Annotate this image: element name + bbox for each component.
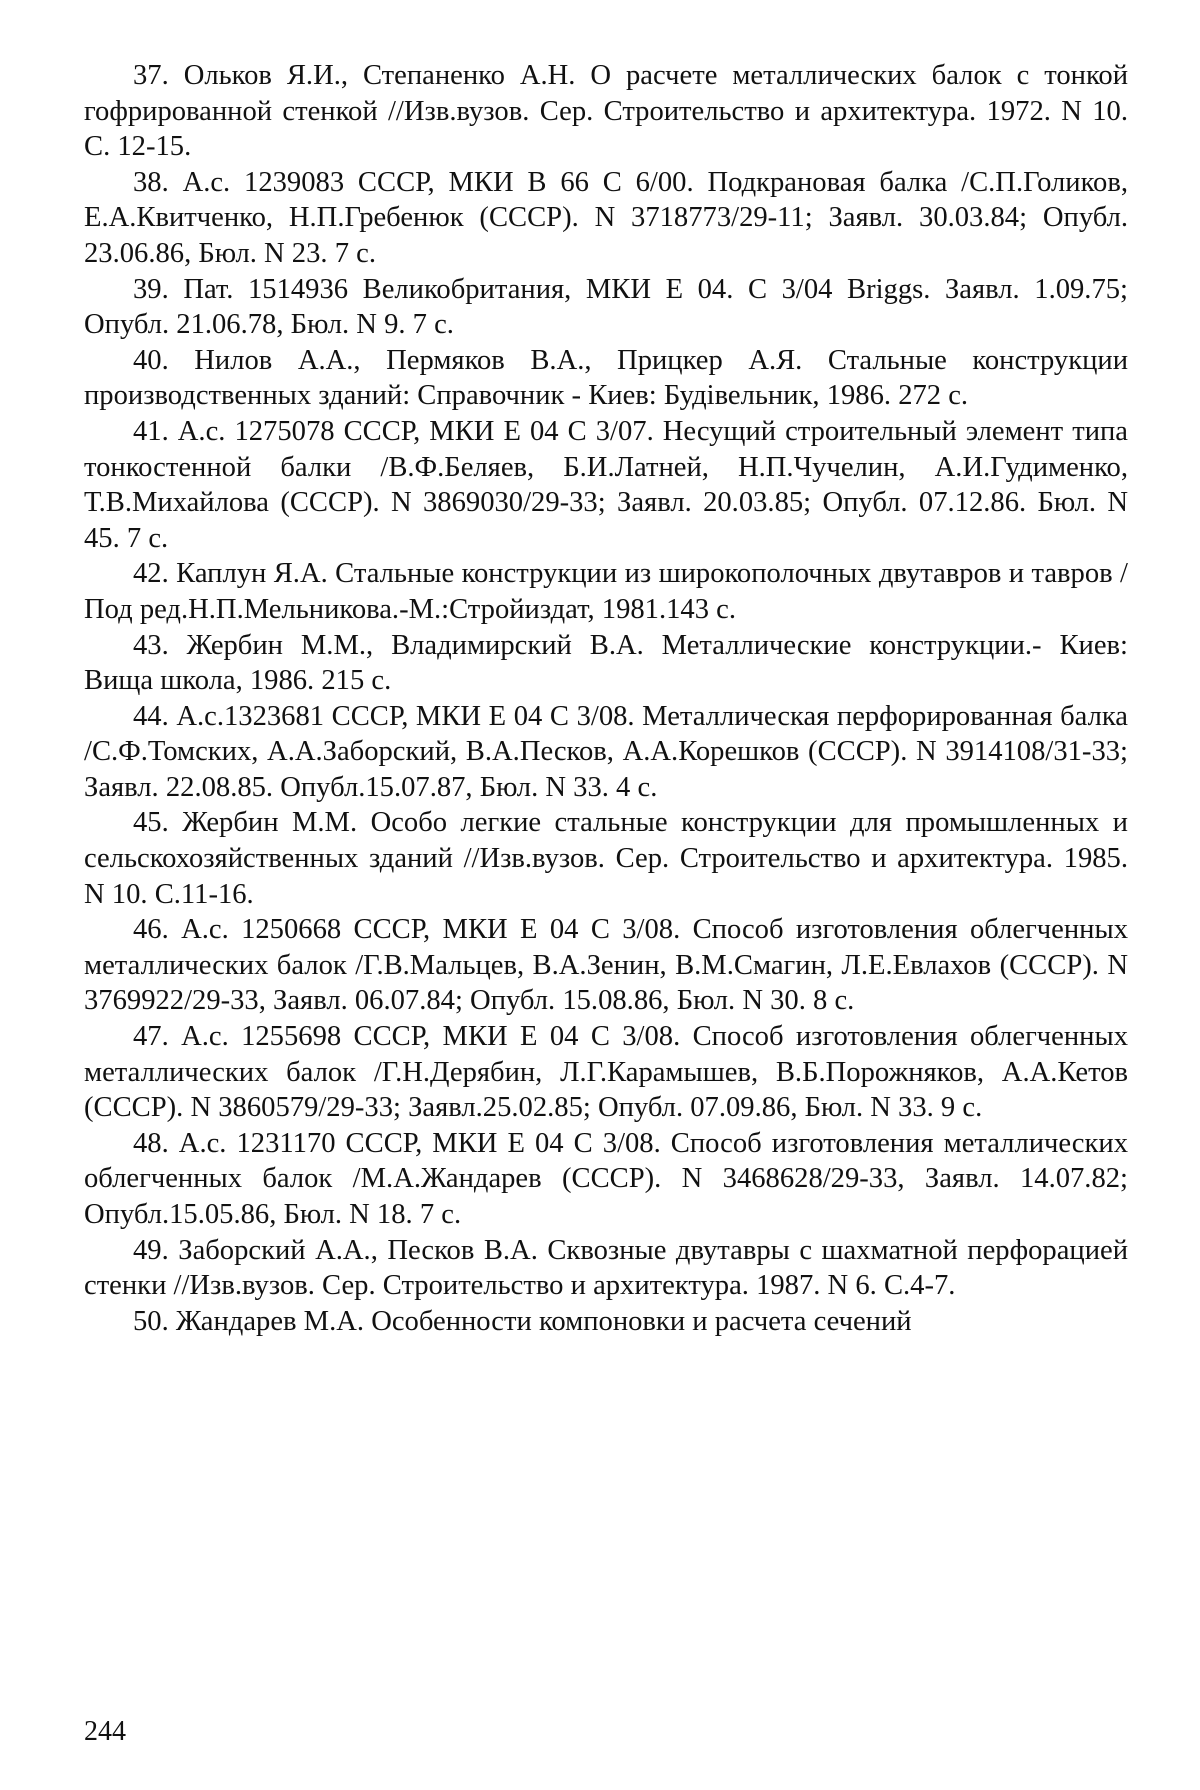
reference-entry-42: 42. Каплун Я.А. Стальные конструкции из широкополочных двутавров и тавров /Под ред.Н.П.Мельникова.-М.:Стройиздат, 1981.143 с. — [84, 558, 1128, 625]
page-number: 244 — [84, 1716, 126, 1747]
reference-entry-37: 37. Ольков Я.И., Степаненко А.Н. О расчете металлических балок с тонкой гофрированной стенкой //Изв.вузов. Сер. Строительство и архитектура. 1972. N 10. С. 12-15. — [84, 60, 1128, 163]
reference-entry-38: 38. А.с. 1239083 СССР, МКИ В 66 С 6/00. Подкрановая балка /С.П.Голиков, Е.А.Квитченко, Н.П.Гребенюк (СССР). N 3718773/29-11; Заявл. 30.03.84; Опубл. 23.06.86, Бюл. N 23. 7 с. — [84, 166, 1128, 269]
reference-entry-50: 50. Жандарев М.А. Особенности компоновки и расчета сечений — [133, 1305, 912, 1337]
reference-entry-49: 49. Заборский А.А., Песков В.А. Сквозные двутавры с шахматной перфорацией стенки //Изв.вузов. Сер. Строительство и архитектура. 1987. N 6. С.4-7. — [84, 1234, 1128, 1302]
reference-entry-44: 44. А.с.1323681 СССР, МКИ Е 04 С 3/08. Металлическая перфорированная балка /С.Ф.Томских, А.А.Заборский, В.А.Песков, А.А.Корешков (СССР). N 3914108/31-33; Заявл. 22.08.85. Опубл.15.07.87, Бюл. N 33. 4 с. — [84, 700, 1128, 803]
reference-entry-43: 43. Жербин М.М., Владимирский В.А. Металлические конструкции.- Киев: Вища школа, 1986. 215 с. — [84, 629, 1128, 697]
bibliography-page — [84, 58, 1128, 1339]
reference-entry-39: 39. Пат. 1514936 Великобритания, МКИ Е 04. С 3/04 Briggs. Заявл. 1.09.75; Опубл. 21.06.78, Бюл. N 9. 7 с. — [84, 273, 1128, 341]
reference-entry-48: 48. А.с. 1231170 СССР, МКИ Е 04 С 3/08. Способ изготовления металлических облегченных балок /М.А.Жандарев (СССР). N 3468628/29-33, Заявл. 14.07.82; Опубл.15.05.86, Бюл. N 18. 7 с. — [84, 1127, 1128, 1230]
reference-entry-47: 47. А.с. 1255698 СССР, МКИ Е 04 С 3/08. Способ изготовления облегченных металлических балок /Г.Н.Дерябин, Л.Г.Карамышев, В.Б.Порожняков, А.А.Кетов (СССР). N 3860579/29-33; Заявл.25.02.85; Опубл. 07.09.86, Бюл. N 33. 9 с. — [84, 1021, 1128, 1124]
reference-entry-46: 46. А.с. 1250668 СССР, МКИ Е 04 С 3/08. Способ изготовления облегченных металлических балок /Г.В.Мальцев, В.А.Зенин, В.М.Смагин, Л.Е.Евлахов (СССР). N 3769922/29-33, Заявл. 06.07.84; Опубл. 15.08.86, Бюл. N 30. 8 с. — [84, 914, 1128, 1017]
reference-entry-41: 41. А.с. 1275078 СССР, МКИ Е 04 С 3/07. Несущий строительный элемент типа тонкостенной балки /В.Ф.Беляев, Б.И.Латней, Н.П.Чучелин, А.И.Гудименко, Т.В.Михайлова (СССР). N 3869030/29-33; Заявл. 20.03.85; Опубл. 07.12.86. Бюл. N 45. 7 с. — [84, 415, 1128, 554]
reference-entry-45: 45. Жербин М.М. Особо легкие стальные конструкции для промышленных и сельскохозяйственных зданий //Изв.вузов. Сер. Строительство и архитектура. 1985. N 10. С.11-16. — [84, 807, 1128, 910]
reference-entry-40: 40. Нилов А.А., Пермяков В.А., Прицкер А.Я. Стальные конструкции производственных зданий: Справочник - Киев: Будівельник, 1986. 272 с. — [84, 344, 1128, 412]
